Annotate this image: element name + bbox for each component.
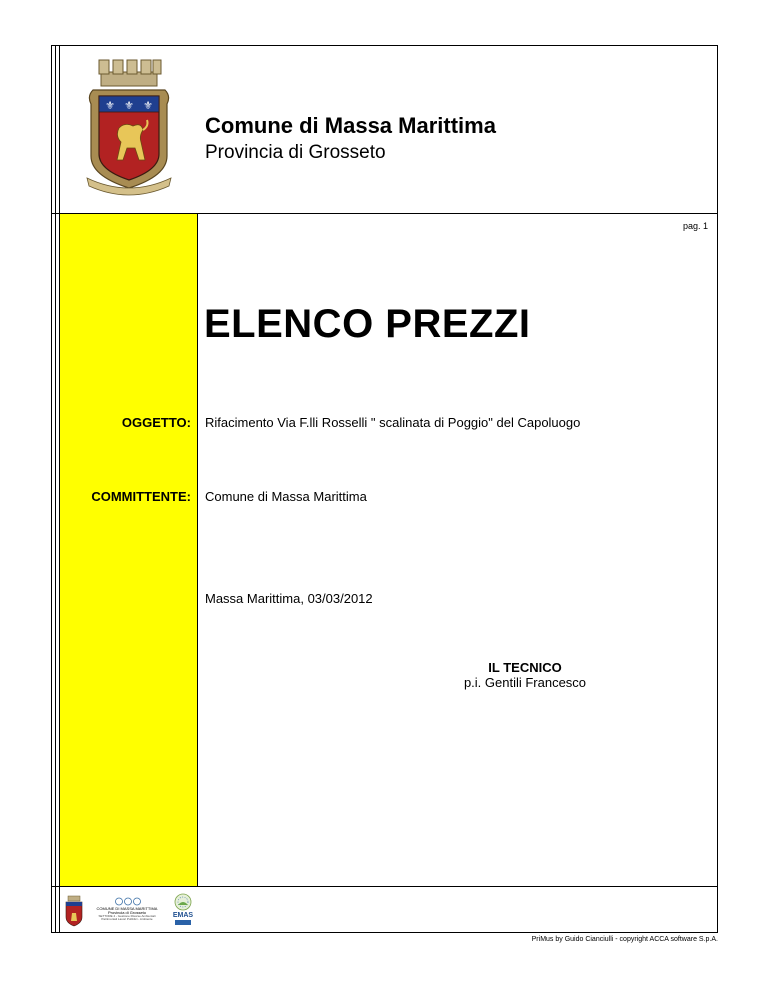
province-name: Provincia di Grosseto (205, 142, 386, 163)
page-number: pag. 1 (682, 221, 708, 231)
svg-text:⚜: ⚜ (105, 99, 115, 112)
place-and-date: Massa Marittima, 03/03/2012 (205, 591, 373, 606)
frame-left-rule (55, 45, 56, 933)
oggetto-value: Rifacimento Via F.lli Rosselli " scalinata di Poggio" del Capoluogo (205, 415, 581, 430)
footer-certification-badge-icon (112, 897, 142, 906)
footer-crest-icon (64, 895, 84, 927)
footer-logo-text (92, 907, 162, 921)
coat-of-arms-icon (83, 56, 175, 198)
signature-role: IL TECNICO (488, 660, 562, 675)
footer-logo-line1: COMUNE DI MASSA MARITTIMA (96, 906, 158, 911)
copyright-notice: PriMus by Guido Cianciulli - copyright ACCA software S.p.A. (531, 936, 718, 943)
document-title: ELENCO PREZZI (204, 302, 531, 346)
svg-text:⚜: ⚜ (124, 99, 134, 112)
emas-label: EMAS (172, 912, 194, 919)
oggetto-label: OGGETTO: (121, 415, 191, 430)
signature-name: p.i. Gentili Francesco (463, 675, 587, 690)
emas-logo-icon (172, 892, 194, 928)
committente-label: COMMITTENTE: (91, 489, 191, 504)
signature-block (430, 660, 620, 690)
footer-logo-line3: SETTORE 4 - Gestione Risorse Ambientali Patrimoniali Lavori Pubblici - Ambiente (98, 914, 156, 921)
committente-value: Comune di Massa Marittima (205, 489, 367, 504)
footer-logo-line2: Provincia di Grosseto (107, 910, 146, 915)
municipality-name: Comune di Massa Marittima (205, 113, 496, 138)
footer-separator (51, 886, 718, 887)
yellow-sidebar (60, 214, 198, 886)
svg-text:⚜: ⚜ (143, 99, 153, 112)
